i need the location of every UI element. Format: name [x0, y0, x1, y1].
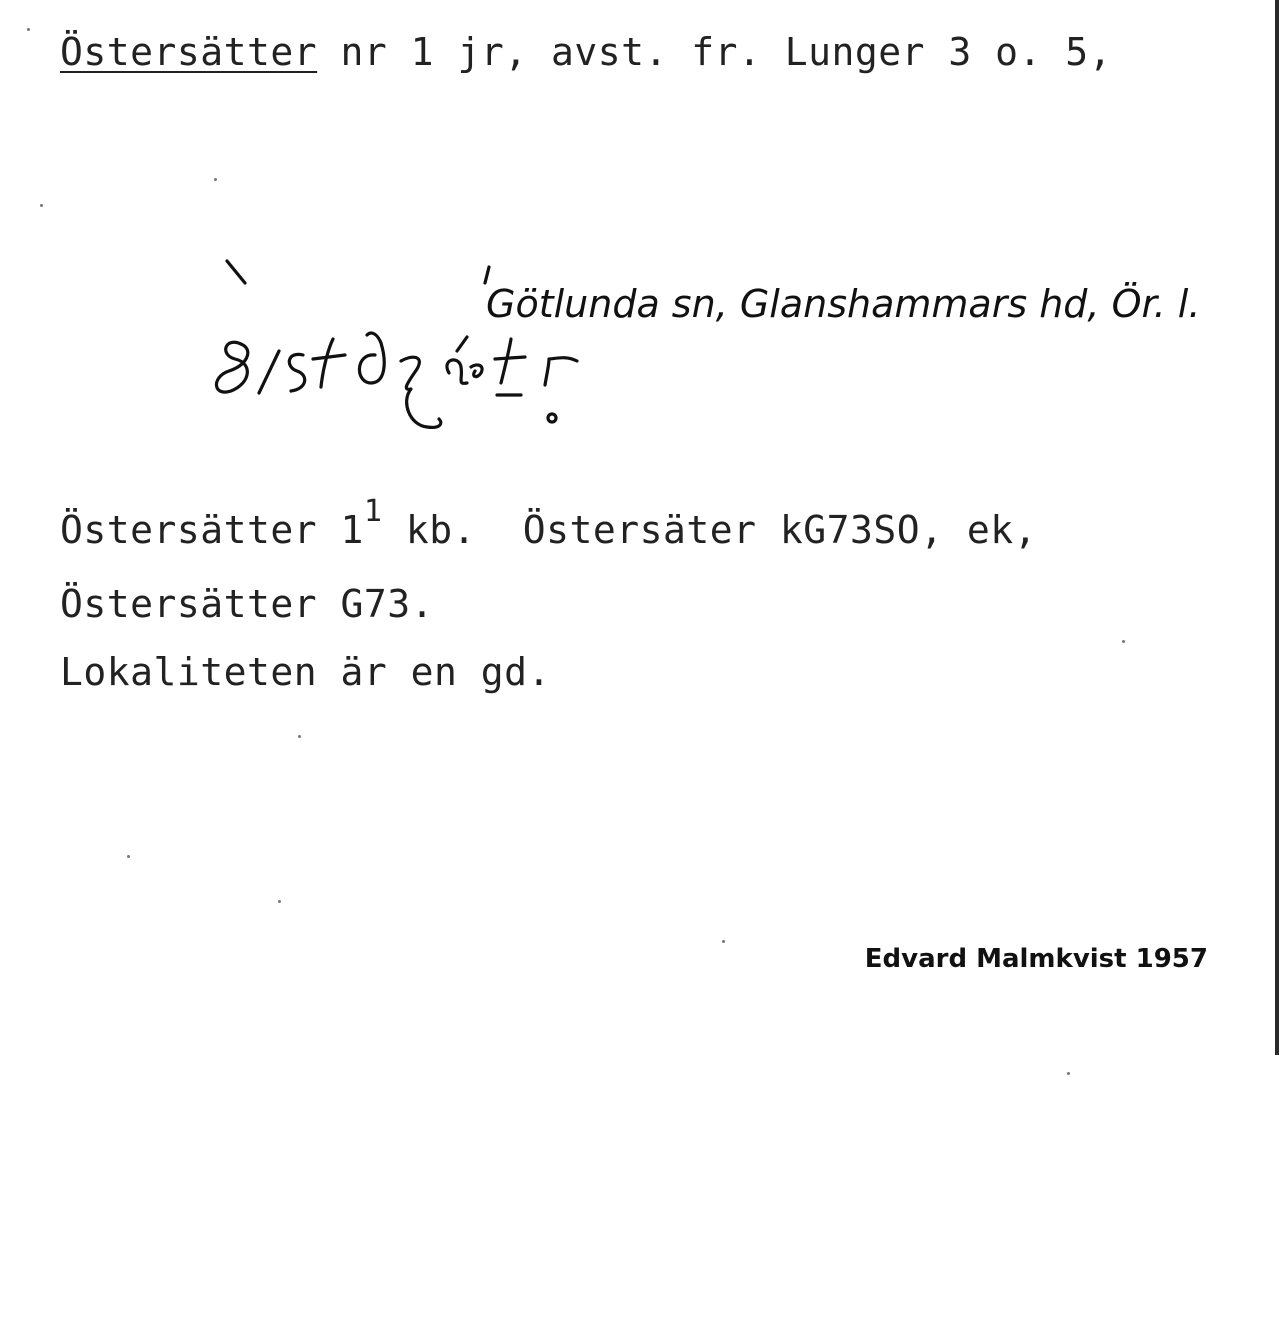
speck — [27, 28, 30, 31]
handwritten-phonetic-transcription — [205, 255, 625, 445]
entry-line-1 — [60, 30, 1112, 74]
parish-location: Götlunda sn, Glanshammars hd, Ör. l. — [486, 282, 1201, 326]
entry-line-2-part1: Östersätter 1 — [60, 508, 364, 552]
entry-line-4: Lokaliteten är en gd. — [60, 650, 551, 694]
entry-line-3: Östersätter G73. — [60, 582, 435, 626]
speck — [40, 204, 43, 207]
entry-line-1-text: nr 1 jr, avst. fr. Lunger 3 o. 5, — [317, 30, 1113, 74]
entry-line-2-part2: kb. Östersäter kG73SO, ek, — [382, 508, 1038, 552]
speck — [1122, 640, 1125, 643]
superscript-mark: 1 — [363, 494, 383, 529]
entry-line-2 — [60, 494, 1038, 552]
speck — [214, 178, 217, 181]
speck — [127, 855, 130, 858]
card-edge — [1275, 0, 1279, 1055]
speck — [1067, 1072, 1070, 1075]
speck — [278, 900, 281, 903]
headword: Östersätter — [60, 30, 318, 74]
signature: Edvard Malmkvist 1957 — [864, 944, 1208, 974]
speck — [722, 940, 725, 943]
speck — [298, 735, 301, 738]
